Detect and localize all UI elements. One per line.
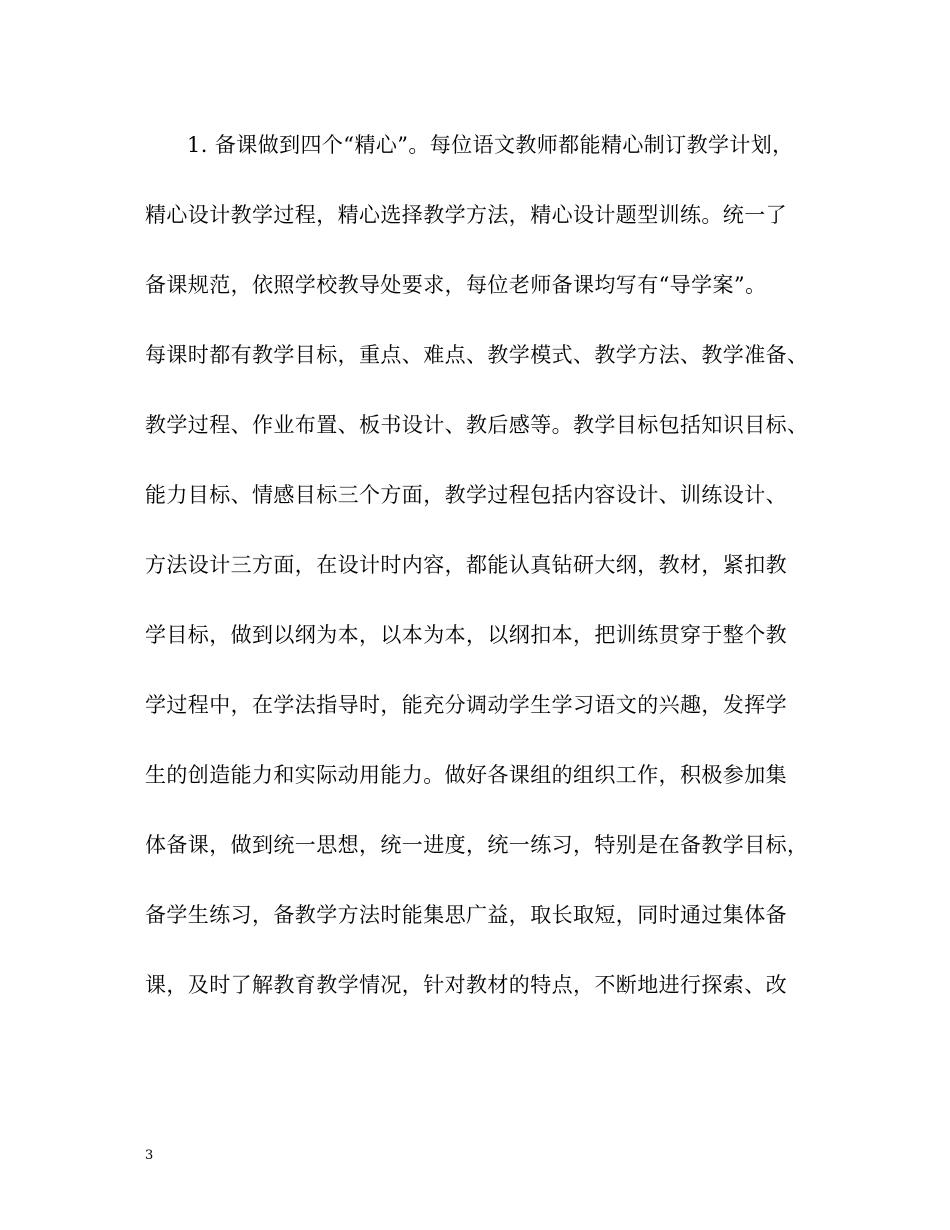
- paragraph-line: 精心设计教学过程，精心选择教学方法，精心设计题型训练。统一了: [145, 203, 787, 227]
- page-number: 3: [145, 1148, 154, 1163]
- paragraph-line: 能力目标、情感目标三个方面，教学过程包括内容设计、训练设计、: [145, 483, 787, 507]
- paragraph-line: 生的创造能力和实际动用能力。做好各课组的组织工作，积极参加集: [145, 763, 787, 787]
- paragraph-line: 每课时都有教学目标，重点、难点、教学模式、教学方法、教学准备、: [145, 343, 809, 367]
- paragraph-line: 课，及时了解教育教学情况，针对教材的特点，不断地进行探索、改: [145, 973, 787, 997]
- paragraph-line: 学过程中，在学法指导时，能充分调动学生学习语文的兴趣，发挥学: [145, 693, 787, 717]
- paragraph-line: 体备课，做到统一思想，统一进度，统一练习，特别是在备教学目标，: [145, 833, 809, 857]
- paragraph-line: 备课规范，依照学校教导处要求，每位老师备课均写有“导学案”。: [145, 273, 767, 297]
- paragraph-line: 备学生练习，备教学方法时能集思广益，取长取短，同时通过集体备: [145, 903, 787, 927]
- paragraph-line: 学目标，做到以纲为本，以本为本，以纲扣本，把训练贯穿于整个教: [145, 623, 787, 647]
- paragraph-line: 教学过程、作业布置、板书设计、教后感等。教学目标包括知识目标、: [145, 413, 809, 437]
- paragraph-line: 1. 备课做到四个“精心”。每位语文教师都能精心制订教学计划，: [187, 133, 794, 157]
- paragraph-line: 方法设计三方面，在设计时内容，都能认真钻研大纲，教材，紧扣教: [145, 553, 787, 577]
